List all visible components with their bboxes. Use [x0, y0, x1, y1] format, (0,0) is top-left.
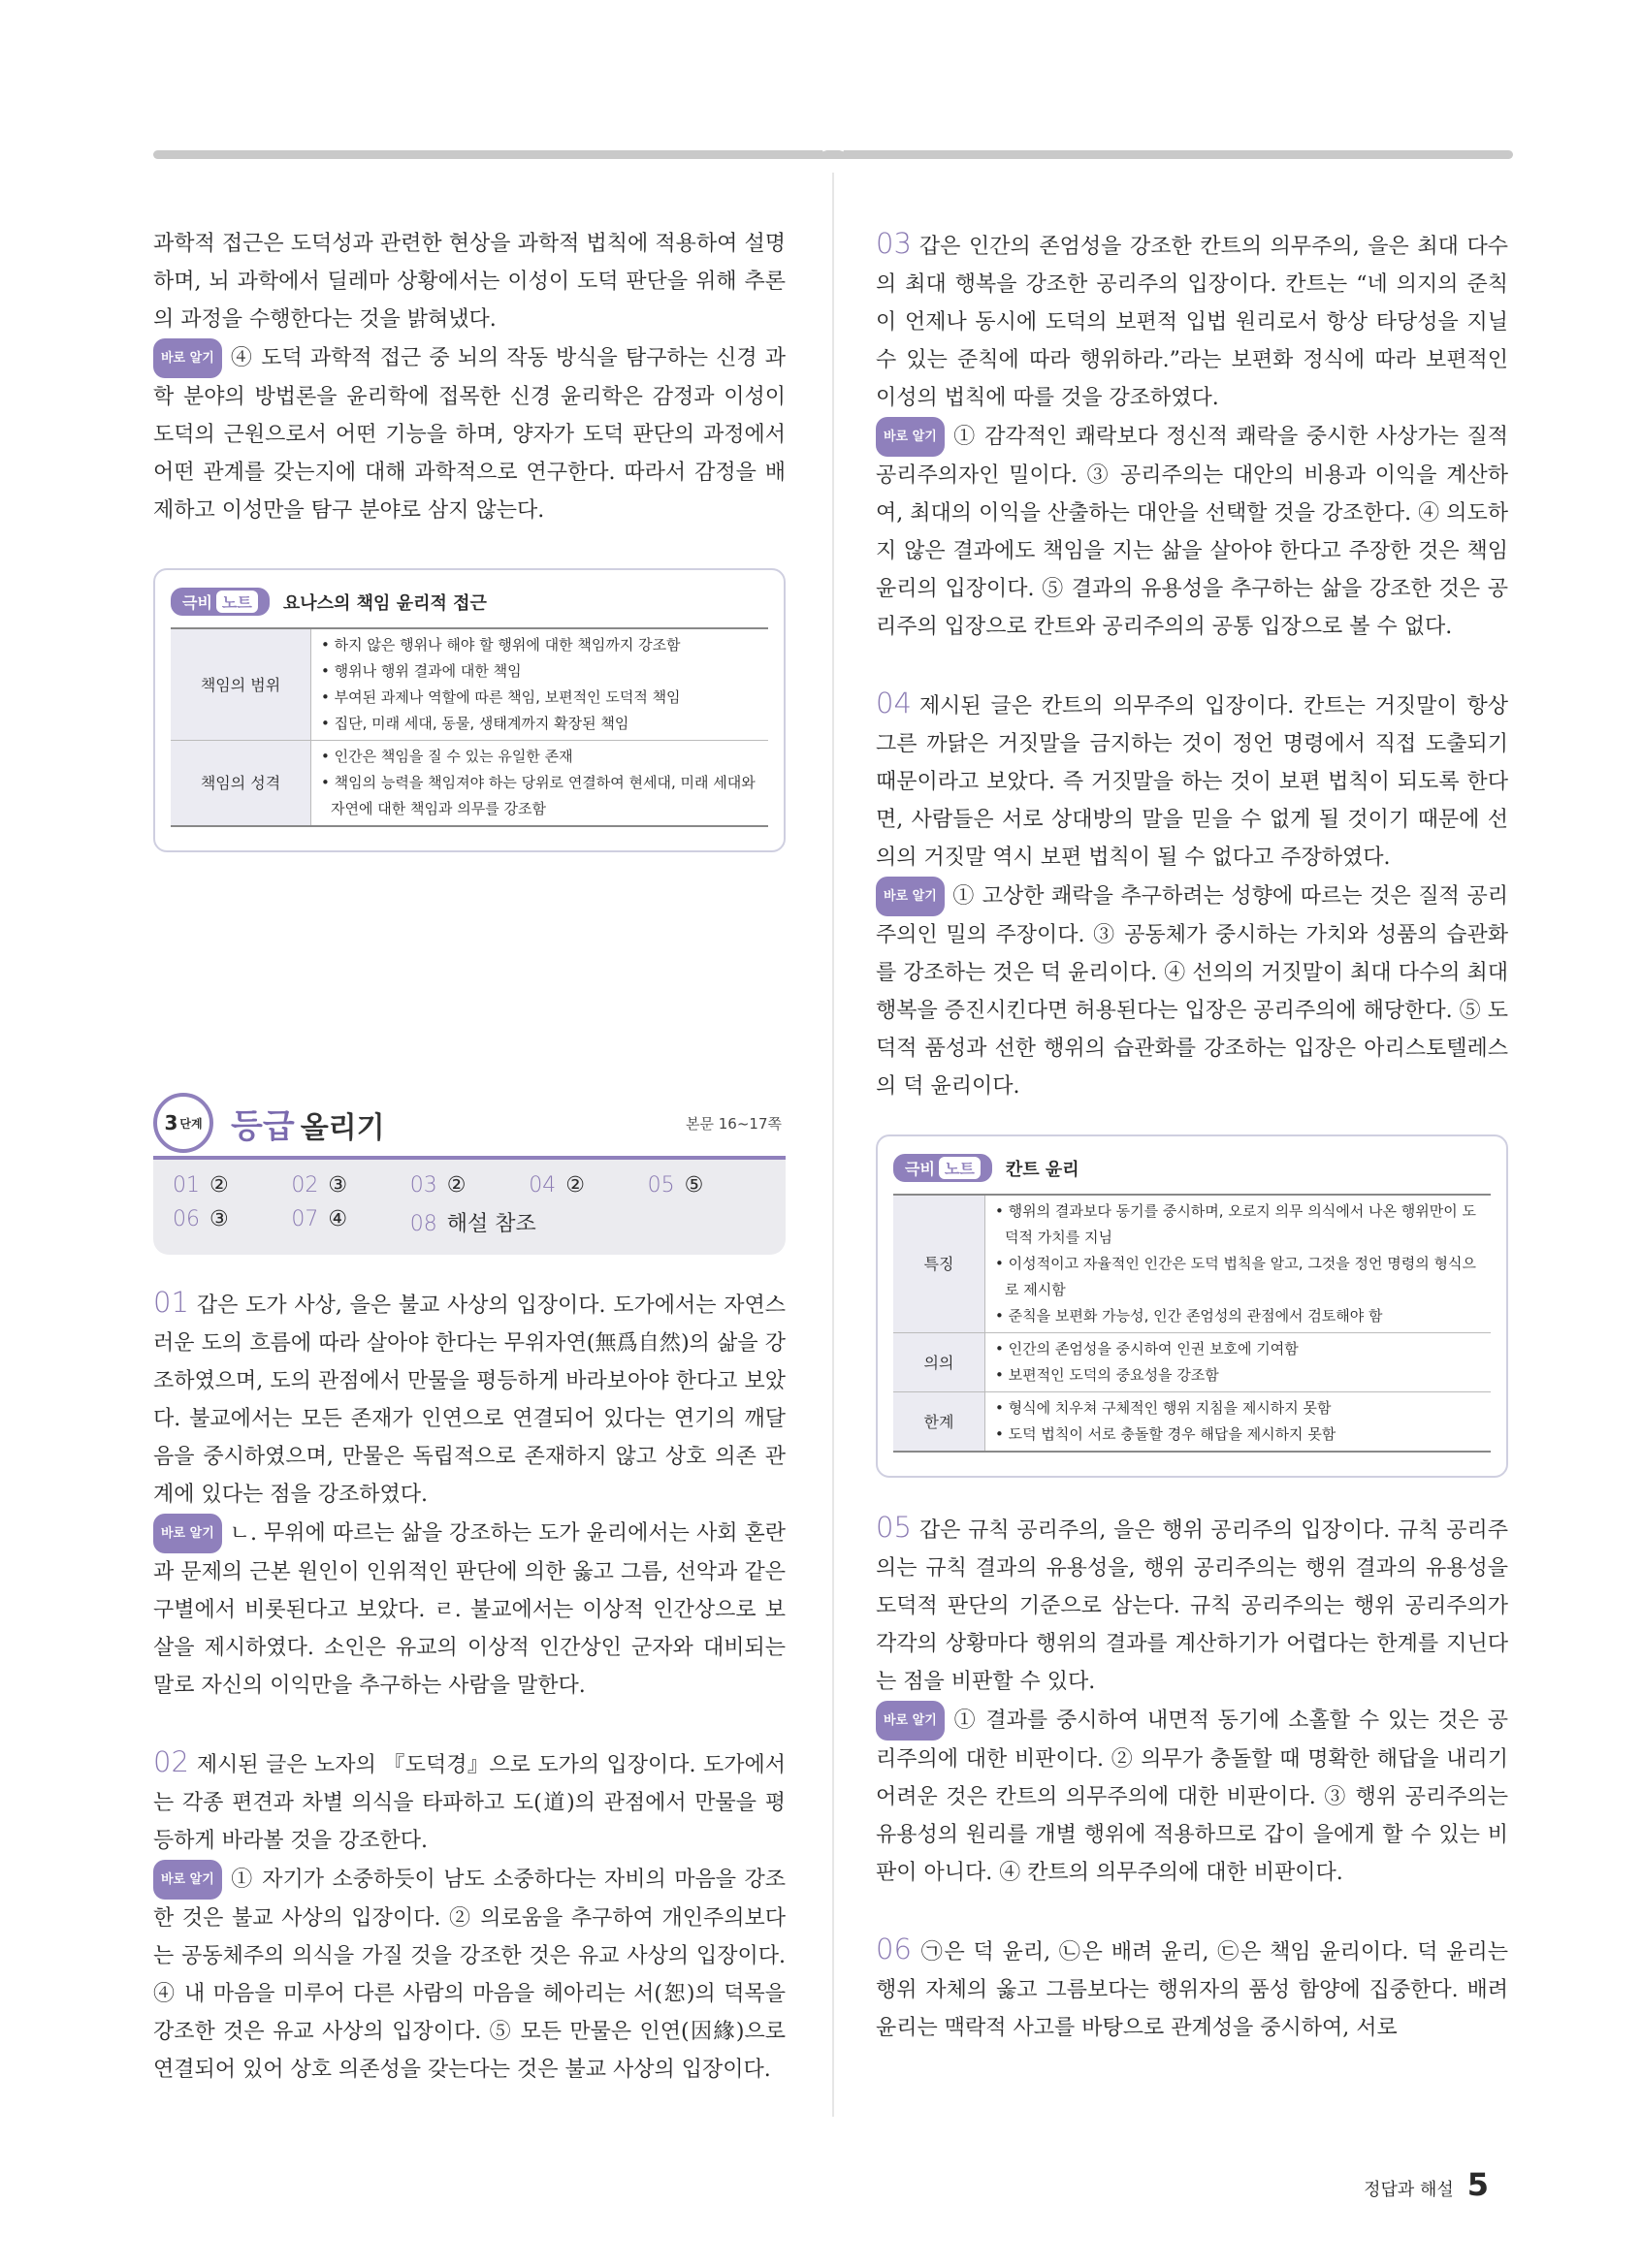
- answer-item: 07 ④: [291, 1207, 348, 1231]
- question-02-correction: 바로 알기 ① 자기가 소중하듯이 남도 소중하다는 자비의 마음을 강조한 것은 불교 사상의 입장이다. ② 의로움을 추구하여 개인주의보다는 공동체주의 의식을 가질 것을 강조한 것은 유교 사상의 입장이다. ④ 내 마음을 미루어 다른 사람의 마음을 헤아리는 서(恕)의 덕목을 강조한 것은 유교 사상의 입장이다. ⑤ 모든 만물은 인연(因緣)으로 연결되어 있어 상호 의존성을 갖는다는 것은 불교 사상의 입장이다.: [153, 1860, 786, 2089]
- note-row: [893, 1333, 1491, 1392]
- note-badge: 극비 노트: [171, 588, 270, 616]
- note-row: [171, 628, 768, 741]
- note-table: [893, 1194, 1491, 1453]
- note-item: • 형식에 치우쳐 구체적인 행위 지침을 제시하지 못함: [993, 1395, 1483, 1421]
- question-01-explanation: 01 갑은 도가 사상, 을은 불교 사상의 입장이다. 도가에서는 자연스러운 도의 흐름에 따라 살아야 한다는 무위자연(無爲自然)의 삶을 강조하였으며, 도의 관점에서 만물을 평등하게 바라보아야 한다고 보았다. 불교에서는 모든 존재가 인연으로 연결되어 있다는 연기의 깨달음을 중시하였으며, 만물은 독립적으로 존재하지 않고 상호 의존 관계에 있다는 점을 강조하였다.: [153, 1286, 786, 1507]
- note-row-key: 한계: [893, 1392, 985, 1453]
- question-01-correction: 바로 알기 ㄴ. 무위에 따르는 삶을 강조하는 도가 윤리에서는 사회 혼란과 문제의 근본 원인이 인위적인 판단에 의한 옳고 그름, 선악과 같은 구별에서 비롯된다고 보았다. ㄹ. 불교에서는 이상적 인간상으로 보살을 제시하였다. 소인은 유교의 이상적 인간상인 군자와 대비되는 말로 자신의 이익만을 추구하는 사람을 말한다.: [153, 1514, 786, 1705]
- note-title: 요나스의 책임 윤리적 접근: [282, 592, 487, 614]
- note-item: • 인간은 책임을 질 수 있는 유일한 존재: [319, 744, 760, 770]
- note-row-key: 의의: [893, 1333, 985, 1392]
- question-02-explanation: 02 제시된 글은 노자의 『도덕경』으로 도가의 입장이다. 도가에서는 각종 편견과 차별 의식을 타파하고 도(道)의 관점에서 만물을 평등하게 바라볼 것을 강조한다.: [153, 1745, 786, 1853]
- answer-key: [153, 1160, 786, 1255]
- right-column: [876, 225, 1508, 2047]
- correction-tag: 바로 알기: [876, 1701, 945, 1741]
- column-divider: [832, 173, 834, 2117]
- question-03-correction: 바로 알기 ① 감각적인 쾌락보다 정신적 쾌락을 중시한 사상가는 질적 공리주의자인 밀이다. ③ 공리주의는 대안의 비용과 이익을 계산하여, 최대의 이익을 산출하는 대안을 선택할 것을 강조한다. ④ 의도하지 않은 결과에도 책임을 지는 삶을 살아야 한다고 주장한 것은 책임 윤리의 입장이다. ⑤ 결과의 유용성을 추구하는 삶을 강조한 것은 공리주의 입장으로 칸트와 공리주의의 공통 입장으로 볼 수 없다.: [876, 417, 1508, 646]
- note-item: • 부여된 과제나 역할에 따른 책임, 보편적인 도덕적 책임: [319, 685, 760, 711]
- correction-tag: 바로 알기: [153, 338, 222, 378]
- note-item: • 책임의 능력을 책임져야 하는 당위로 연결하여 현세대, 미래 세대와 자연에 대한 책임과 의무를 강조함: [319, 770, 760, 822]
- correction-tag: 바로 알기: [876, 877, 945, 916]
- correction-tag: 바로 알기: [876, 417, 945, 457]
- page-footer: [1364, 2166, 1489, 2203]
- answer-item: 06 ③: [173, 1207, 229, 1231]
- answer-item: 08 해설 참조: [409, 1212, 536, 1236]
- note-badge: 극비 노트: [893, 1154, 992, 1182]
- question-number: 06: [876, 1933, 912, 1965]
- note-item: • 집단, 미래 세대, 동물, 생태계까지 확장된 책임: [319, 711, 760, 737]
- answer-item: 02 ③: [291, 1173, 348, 1198]
- question-05-explanation: 05 갑은 규칙 공리주의, 을은 행위 공리주의 입장이다. 규칙 공리주의는 규칙 결과의 유용성을, 행위 공리주의는 행위 결과의 유용성을 도덕적 판단의 기준으로 삼는다. 규칙 공리주의는 행위 공리주의가 각각의 상황마다 행위의 결과를 계산하기가 어렵다는 한계를 지닌다는 점을 비판할 수 있다.: [876, 1511, 1508, 1694]
- answer-item: 01 ②: [173, 1173, 229, 1198]
- question-05-correction: 바로 알기 ① 결과를 중시하여 내면적 동기에 소홀할 수 있는 것은 공리주의에 대한 비판이다. ② 의무가 충돌할 때 명확한 해답을 내리기 어려운 것은 칸트의 의무주의에 대한 비판이다. ③ 행위 공리주의는 유용성의 원리를 개별 행위에 적용하므로 갑이 을에게 할 수 있는 비판이 아니다. ④ 칸트의 의무주의에 대한 비판이다.: [876, 1701, 1508, 1892]
- note-table: [171, 627, 768, 827]
- left-column: [153, 225, 786, 852]
- note-row: [171, 741, 768, 827]
- question-03-explanation: 03 갑은 인간의 존엄성을 강조한 칸트의 의무주의, 을은 최대 다수의 최대 행복을 강조한 공리주의 입장이다. 칸트는 “네 의지의 준칙이 언제나 동시에 도덕의 보편적 입법 원리로서 항상 타당성을 지닐 수 있는 준칙에 따라 행위하라.”라는 보편화 정식에 따라 보편적인 이성의 법칙에 따를 것을 강조하였다.: [876, 227, 1508, 410]
- answer-item: 05 ⑤: [647, 1173, 704, 1198]
- note-item: • 도덕 법칙이 서로 충돌할 경우 해답을 제시하지 못함: [993, 1421, 1483, 1448]
- correction-tag: 바로 알기: [153, 1860, 222, 1900]
- stage-header: [153, 1094, 786, 1152]
- note-box-jonas: [153, 568, 786, 852]
- question-number: 01: [153, 1286, 189, 1319]
- intro-correction: 바로 알기 ④ 도덕 과학적 접근 중 뇌의 작동 방식을 탐구하는 신경 과학 분야의 방법론을 윤리학에 접목한 신경 윤리학은 감정과 이성이 도덕의 근원으로서 어떤 기능을 하며, 양자가 도덕 판단의 과정에서 어떤 관계를 갖는지에 대해 과학적으로 연구한다. 따라서 감정을 배제하고 이성만을 탐구 분야로 삼지 않는다.: [153, 338, 786, 529]
- note-item: • 하지 않은 행위나 해야 할 행위에 대한 책임까지 강조함: [319, 632, 760, 658]
- footer-label: 정답과 해설: [1364, 2180, 1454, 2200]
- stage-number-badge: 3 단계: [153, 1093, 213, 1153]
- note-row-key: 특징: [893, 1195, 985, 1333]
- question-number: 05: [876, 1511, 912, 1544]
- correction-tag: 바로 알기: [153, 1514, 222, 1553]
- note-item: • 보편적인 도덕의 중요성을 강조함: [993, 1362, 1483, 1389]
- intro-paragraph: 과학적 접근은 도덕성과 관련한 현상을 과학적 법칙에 적용하여 설명하며, 뇌 과학에서 딜레마 상황에서는 이성이 도덕 판단을 위해 추론의 과정을 수행한다는 것을 밝혀냈다.: [153, 232, 786, 332]
- note-title: 칸트 윤리: [1005, 1159, 1079, 1180]
- top-divider-bar: [153, 147, 1513, 161]
- answer-item: 04 ②: [529, 1173, 585, 1198]
- note-row: [893, 1195, 1491, 1333]
- note-box-kant: [876, 1134, 1508, 1478]
- question-number: 02: [153, 1745, 189, 1778]
- question-06-explanation: 06 ㉠은 덕 윤리, ㉡은 배려 윤리, ㉢은 책임 윤리이다. 덕 윤리는 행위 자체의 옳고 그름보다는 행위자의 품성 함양에 집중한다. 배려 윤리는 맥락적 사고를 바탕으로 관계성을 중시하여, 서로: [876, 1933, 1508, 2040]
- note-row-key: 책임의 성격: [171, 741, 311, 827]
- note-row-key: 책임의 범위: [171, 628, 311, 741]
- note-item: • 행위나 행위 결과에 대한 책임: [319, 658, 760, 685]
- stage-section: [153, 1094, 786, 2089]
- note-item: • 인간의 존엄성을 중시하여 인권 보호에 기여함: [993, 1336, 1483, 1362]
- question-number: 03: [876, 227, 912, 260]
- answer-item: 03 ②: [409, 1173, 467, 1198]
- page-number: 5: [1466, 2166, 1489, 2203]
- note-row: [893, 1392, 1491, 1453]
- stage-page-reference: 본문 16~17쪽: [686, 1115, 782, 1133]
- note-item: • 행위의 결과보다 동기를 중시하며, 오로지 의무 의식에서 나온 행위만이 도덕적 가치를 지님: [993, 1198, 1483, 1251]
- question-number: 04: [876, 687, 912, 719]
- note-item: • 준칙을 보편화 가능성, 인간 존엄성의 관점에서 검토해야 함: [993, 1303, 1483, 1329]
- note-item: • 이성적이고 자율적인 인간은 도덕 법칙을 알고, 그것을 정언 명령의 형식으로 제시함: [993, 1251, 1483, 1303]
- question-04-explanation: 04 제시된 글은 칸트의 의무주의 입장이다. 칸트는 거짓말이 항상 그른 까닭은 거짓말을 금지하는 것이 정언 명령에서 직접 도출되기 때문이라고 보았다. 즉 거짓말을 하는 것이 보편 법칙이 되도록 한다면, 사람들은 서로 상대방의 말을 믿을 수 없게 될 것이기 때문에 선의의 거짓말 역시 보편 법칙이 될 수 없다고 주장하였다.: [876, 687, 1508, 870]
- question-04-correction: 바로 알기 ① 고상한 쾌락을 추구하려는 성향에 따르는 것은 질적 공리주의인 밀의 주장이다. ③ 공동체가 중시하는 가치와 성품의 습관화를 강조하는 것은 덕 윤리이다. ④ 선의의 거짓말이 최대 다수의 최대 행복을 증진시킨다면 허용된다는 입장은 공리주의에 해당한다. ⑤ 도덕적 품성과 선한 행위의 습관화를 강조하는 입장은 아리스토텔레스의 덕 윤리이다.: [876, 877, 1508, 1105]
- stage-title: 등급 올리기: [231, 1106, 385, 1146]
